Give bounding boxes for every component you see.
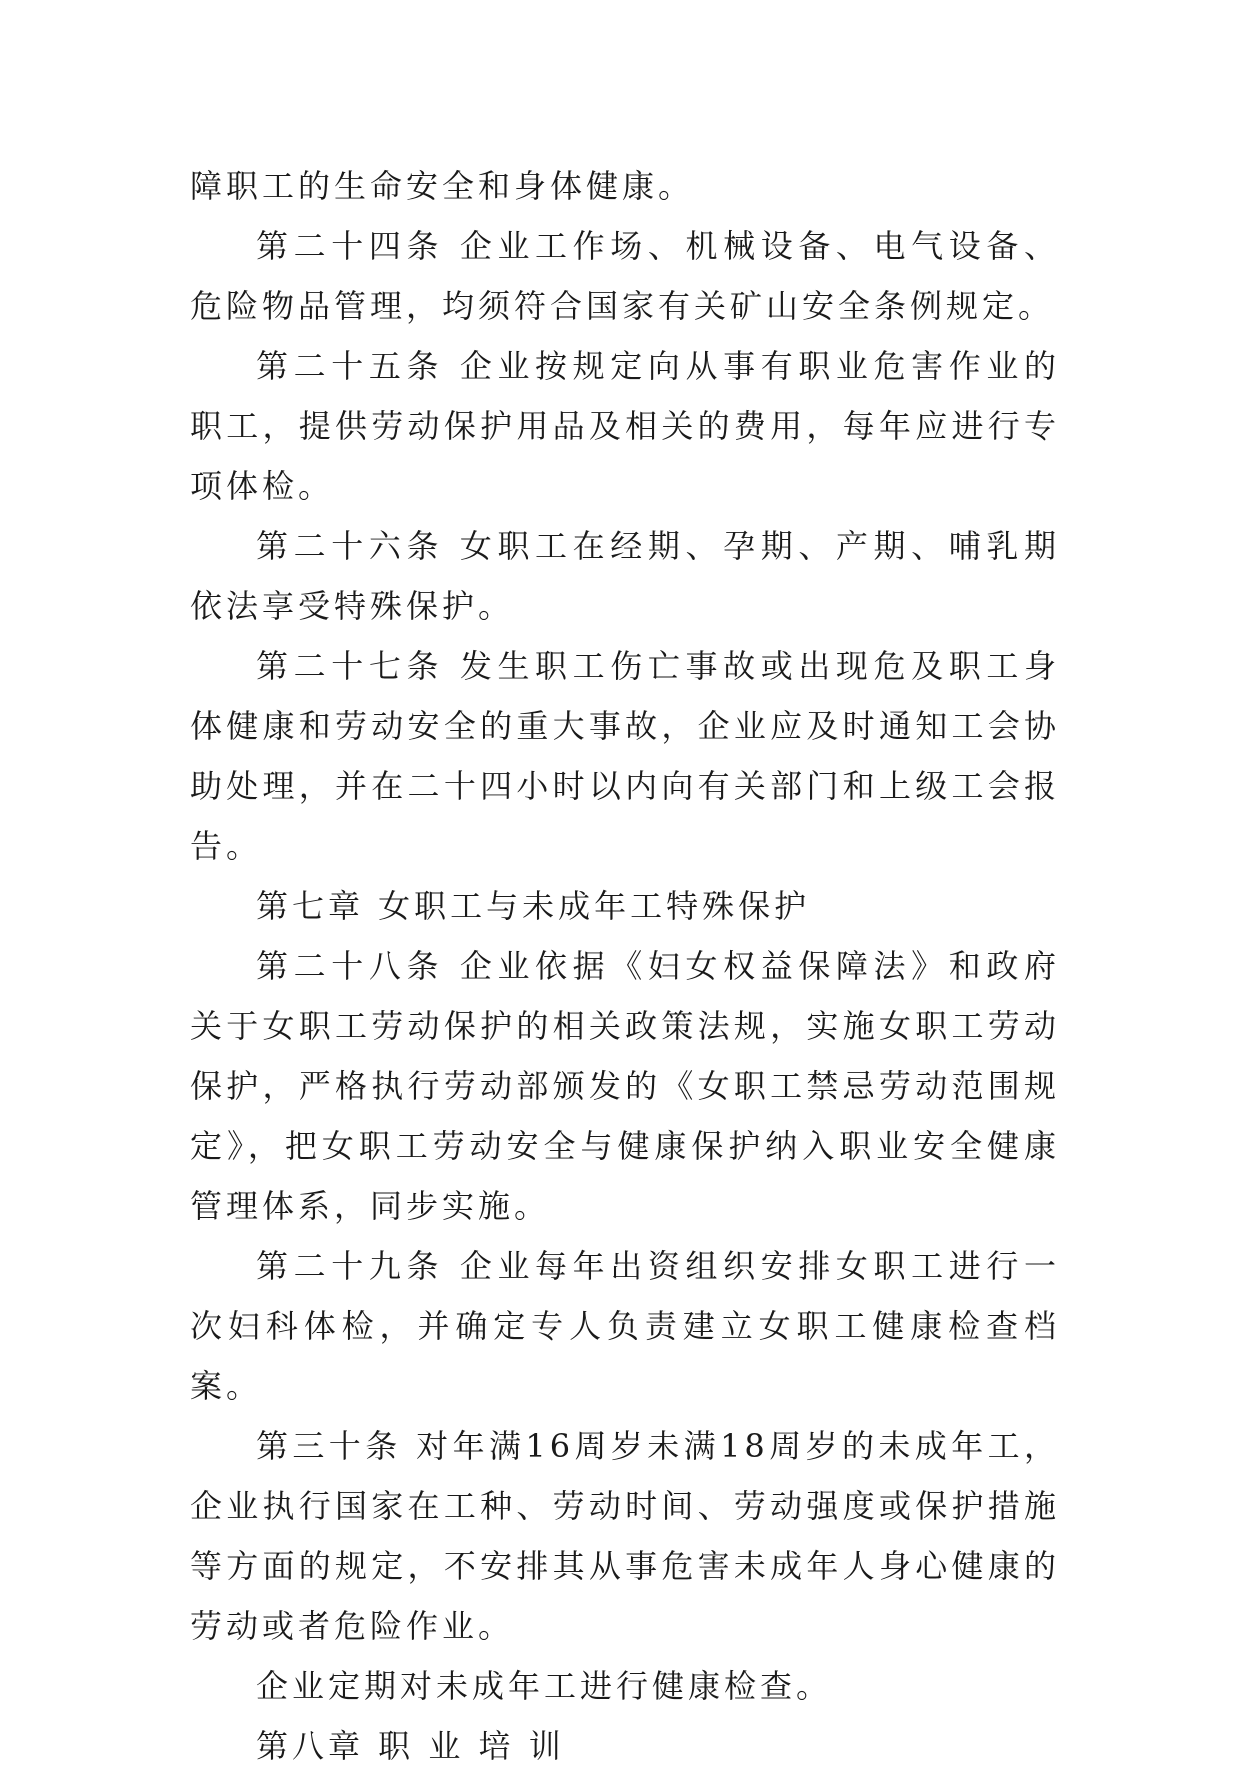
article-26: 第二十六条 女职工在经期、孕期、产期、哺乳期依法享受特殊保护。 [190, 527, 1060, 625]
article-30: 第三十条 对年满16周岁未满18周岁的未成年工，企业执行国家在工种、劳动时间、劳动强度或保护措施等方面的规定，不安排其从事危害未成年人身心健康的劳动或者危险作业。 [190, 1427, 1060, 1645]
chapter-8-heading: 第八章 职 业 培 训 [256, 1727, 565, 1765]
article-27: 第二十七条 发生职工伤亡事故或出现危及职工身体健康和劳动安全的重大事故，企业应及时通知工会协助处理，并在二十四小时以内向有关部门和上级工会报告。 [190, 647, 1060, 865]
paragraph-continuation: 障职工的生命安全和身体健康。 [190, 167, 695, 205]
article-25: 第二十五条 企业按规定向从事有职业危害作业的职工，提供劳动保护用品及相关的费用，每年应进行专项体检。 [190, 347, 1060, 505]
document-body [190, 156, 1060, 1776]
article-28: 第二十八条 企业依据《妇女权益保障法》和政府关于女职工劳动保护的相关政策法规，实施女职工劳动保护，严格执行劳动部颁发的《女职工禁忌劳动范围规定》，把女职工劳动安全与健康保护纳入职业安全健康管理体系，同步实施。 [190, 947, 1060, 1225]
article-24: 第二十四条 企业工作场、机械设备、电气设备、危险物品管理，均须符合国家有关矿山安全条例规定。 [190, 227, 1060, 325]
article-29: 第二十九条 企业每年出资组织安排女职工进行一次妇科体检，并确定专人负责建立女职工健康检查档案。 [190, 1247, 1060, 1405]
article-30-supplement: 企业定期对未成年工进行健康检查。 [256, 1667, 833, 1705]
chapter-7-heading: 第七章 女职工与未成年工特殊保护 [256, 887, 811, 925]
